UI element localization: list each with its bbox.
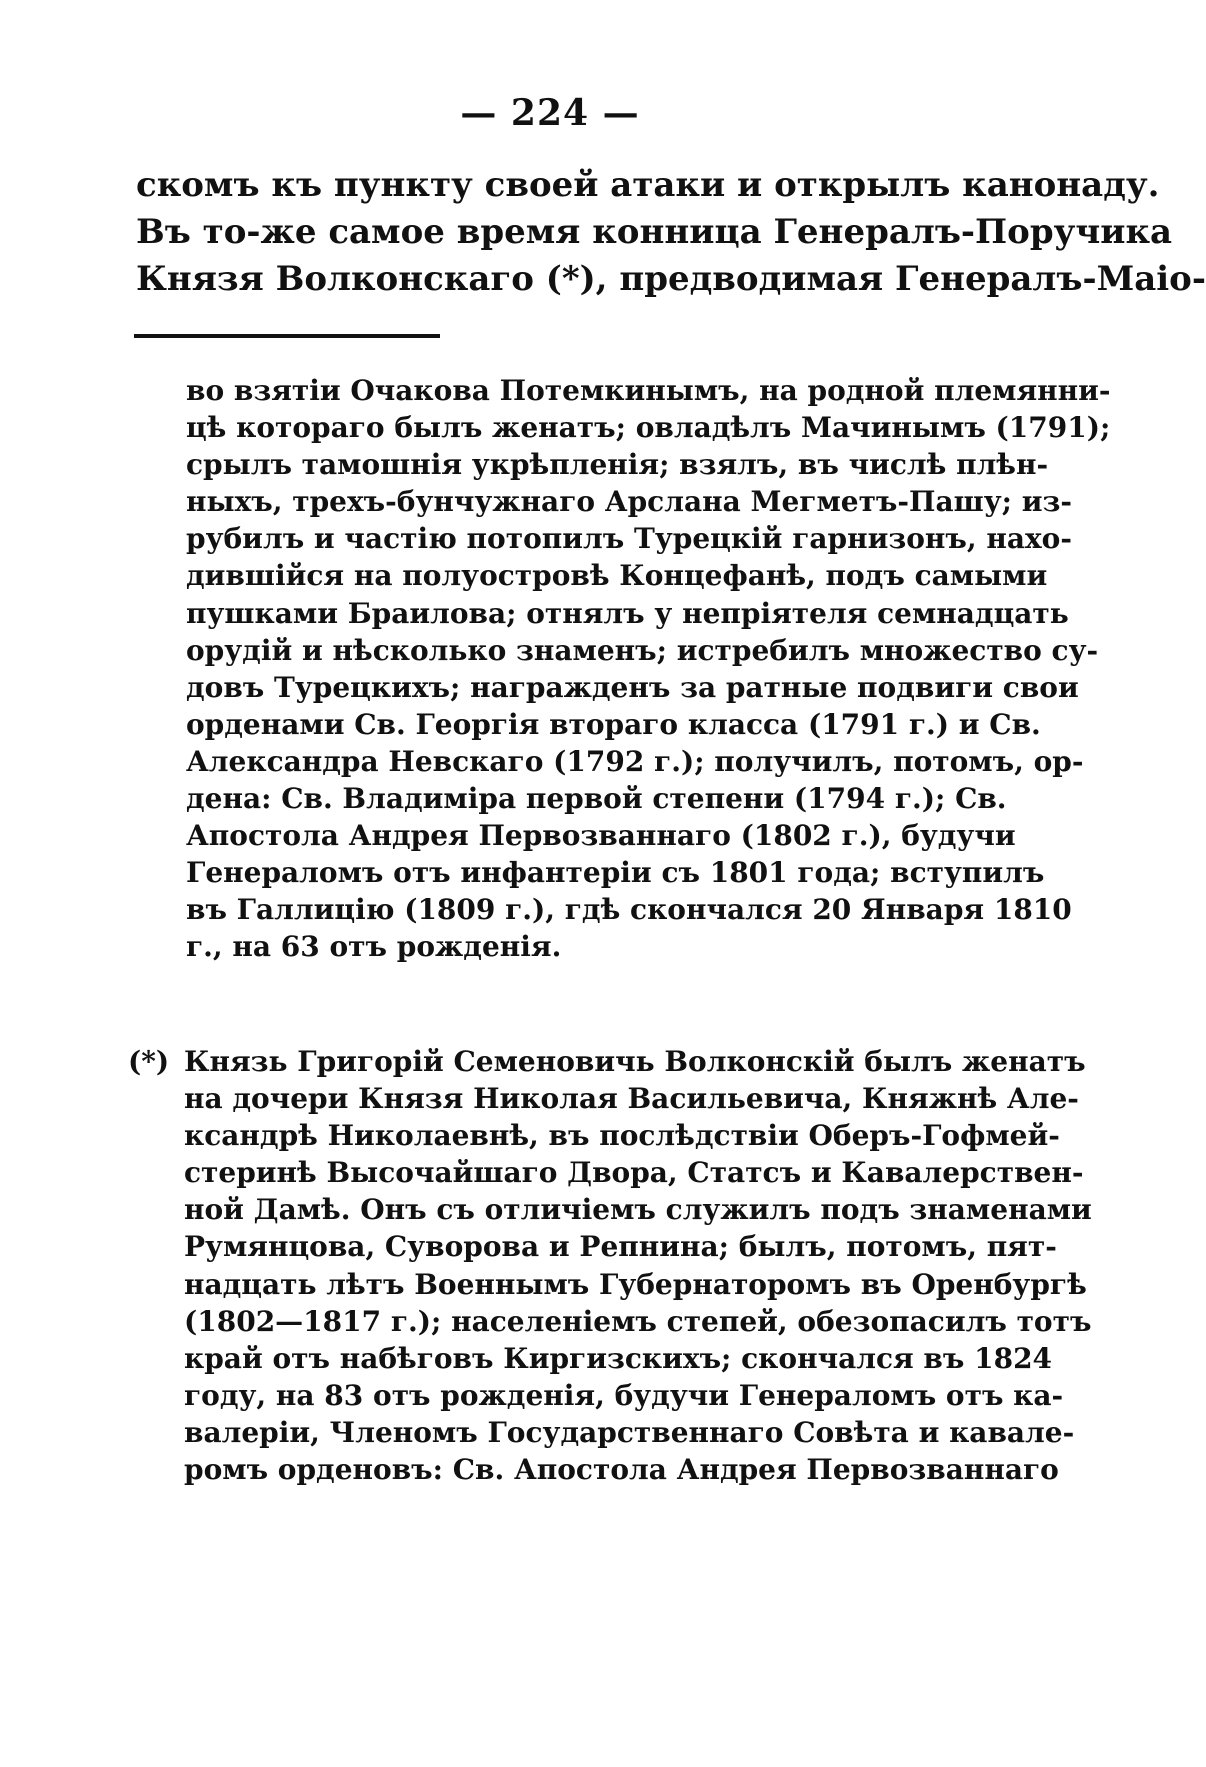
main-text-line: Князя Волконскаго (*), предводимая Генералъ-Маіо- xyxy=(136,259,1206,299)
footnote-line: Генераломъ отъ инфантеріи съ 1801 года; вступилъ xyxy=(186,856,1045,890)
footnote-line: во взятіи Очакова Потемкинымъ, на родной племянни- xyxy=(186,374,1111,407)
footnote-line: ксандрѣ Николаевнѣ, въ послѣдствіи Оберъ-Гофмей- xyxy=(184,1119,1060,1153)
footnote-line: дена: Св. Владиміра первой степени (1794 г.); Св. xyxy=(186,782,1007,816)
footnote-line: орудій и нѣсколько знаменъ; истребилъ множество су- xyxy=(186,633,1099,667)
footnote-marker: (*) xyxy=(128,1045,170,1078)
footnote-line: дившійся на полуостровѣ Концефанѣ, подъ самыми xyxy=(186,559,1048,593)
footnote-line: рубилъ и частію потопилъ Турецкій гарнизонъ, нахо- xyxy=(186,522,1072,556)
footnote-line: Александра Невскаго (1792 г.); получилъ, потомъ, ор- xyxy=(186,744,1084,778)
footnote-line: Князь Григорій Семеновичь Волконскій былъ женатъ xyxy=(184,1045,1086,1078)
main-text-line: скомъ къ пункту своей атаки и открылъ канонаду. xyxy=(136,165,1160,205)
footnote-separator-rule xyxy=(134,334,440,338)
footnote-line: ной Дамѣ. Онъ съ отличіемъ служилъ подъ знаменами xyxy=(184,1193,1092,1227)
footnote-line: орденами Св. Георгія втораго класса (1791 г.) и Св. xyxy=(186,707,1041,741)
footnote-line: валеріи, Членомъ Государственнаго Совѣта и кавале- xyxy=(184,1415,1075,1449)
main-text xyxy=(136,162,1206,303)
footnote-line: (1802—1817 г.); населеніемъ степей, обезопасилъ тотъ xyxy=(184,1304,1092,1338)
footnote-line: на дочери Князя Николая Васильевича, Княжнѣ Але- xyxy=(184,1082,1079,1116)
page-number: — 224 — xyxy=(460,92,640,134)
main-text-line: Въ то-же самое время конница Генералъ-Поручика xyxy=(136,212,1173,252)
footnote-line: году, на 83 отъ рожденія, будучи Генераломъ отъ ка- xyxy=(184,1378,1064,1412)
footnote-line: надцать лѣтъ Военнымъ Губернаторомъ въ Оренбургѣ xyxy=(184,1267,1087,1301)
footnote-line: край отъ набѣговъ Киргизскихъ; скончался въ 1824 xyxy=(184,1341,1053,1375)
footnote-line: ныхъ, трехъ-бунчужнаго Арслана Мегметъ-Пашу; из- xyxy=(186,485,1072,519)
footnote-continued xyxy=(186,372,1111,966)
footnote-line: пушками Браилова; отнялъ у непріятеля семнадцать xyxy=(186,596,1069,630)
footnote-line: Румянцова, Суворова и Репнина; былъ, потомъ, пят- xyxy=(184,1230,1057,1264)
footnote-line: срылъ тамошнія укрѣпленія; взялъ, въ числѣ плѣн- xyxy=(186,448,1049,482)
footnote-line: г., на 63 отъ рожденія. xyxy=(186,930,562,964)
footnote-line: довъ Турецкихъ; награжденъ за ратные подвиги свои xyxy=(186,670,1079,704)
footnote-line: въ Галлицію (1809 г.), гдѣ скончался 20 Января 1810 xyxy=(186,893,1072,927)
footnote-line: стеринѣ Высочайшаго Двора, Статсъ и Кавалерствен- xyxy=(184,1156,1084,1190)
footnote-line: цѣ котораго былъ женатъ; овладѣлъ Мачинымъ (1791); xyxy=(186,411,1111,445)
footnote-volkonsky xyxy=(184,1043,1092,1488)
footnote-line: ромъ орденовъ: Св. Апостола Андрея Первозваннаго xyxy=(184,1453,1059,1487)
footnote-line: Апостола Андрея Первозваннаго (1802 г.), будучи xyxy=(186,819,1016,853)
